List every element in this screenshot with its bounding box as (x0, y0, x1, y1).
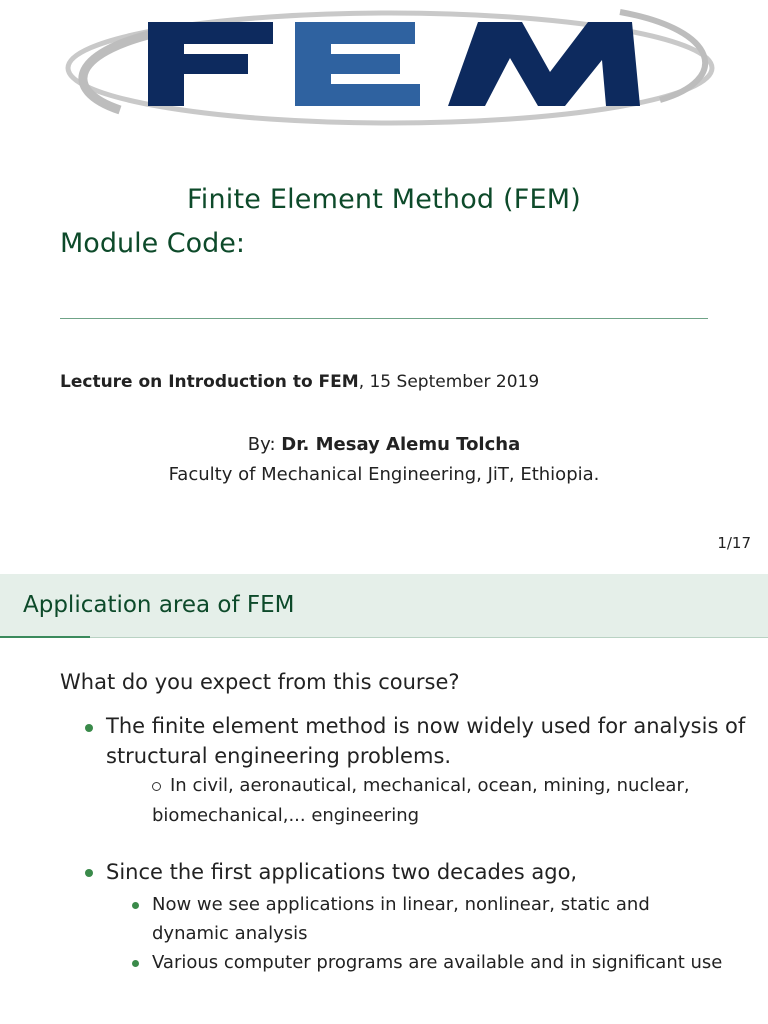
module-code-label: Module Code: (60, 228, 245, 259)
logo-letter-e (295, 22, 420, 106)
bullet-icon (85, 724, 93, 732)
content-slide (0, 574, 768, 1024)
by-label: By: (247, 434, 282, 455)
slide-heading: Application area of FEM (23, 592, 295, 618)
sub-bullet-icon (132, 902, 139, 909)
sub-1-line-1: In civil, aeronautical, mechanical, ocean, mining, nuclear, (170, 775, 690, 796)
sub-3: Various computer programs are available and in significant use (152, 952, 723, 973)
lecture-date: , 15 September 2019 (358, 372, 540, 392)
header-divider (0, 637, 768, 638)
sub-bullet-icon (132, 960, 139, 967)
sub-bullet-circle-icon (152, 782, 161, 791)
faculty-line: Faculty of Mechanical Engineering, JiT, Ethiopia. (168, 464, 600, 485)
author-name: Dr. Mesay Alemu Tolcha (281, 434, 521, 455)
logo-letter-m (448, 22, 640, 106)
bullet-1-line-1: The finite element method is now widely used for analysis of (106, 714, 746, 738)
lecture-title: Lecture on Introduction to FEM (60, 372, 359, 392)
sub-1-line-2: biomechanical,... engineering (152, 805, 420, 826)
sub-2-line-2: dynamic analysis (152, 923, 308, 944)
author-line (0, 434, 768, 455)
fem-logo (60, 0, 720, 135)
bullet-icon (85, 869, 93, 877)
intro-question: What do you expect from this course? (60, 670, 460, 694)
header-accent (0, 636, 90, 638)
page-number: 1/17 (717, 534, 751, 552)
sub-2-line-1: Now we see applications in linear, nonlinear, static and (152, 894, 650, 915)
logo-letter-f (148, 22, 273, 106)
title-divider (60, 318, 708, 319)
bullet-2: Since the first applications two decades ago, (106, 860, 578, 884)
presentation-title: Finite Element Method (FEM) (186, 184, 582, 215)
bullet-1-line-2: structural engineering problems. (106, 744, 452, 768)
lecture-info (60, 372, 539, 392)
